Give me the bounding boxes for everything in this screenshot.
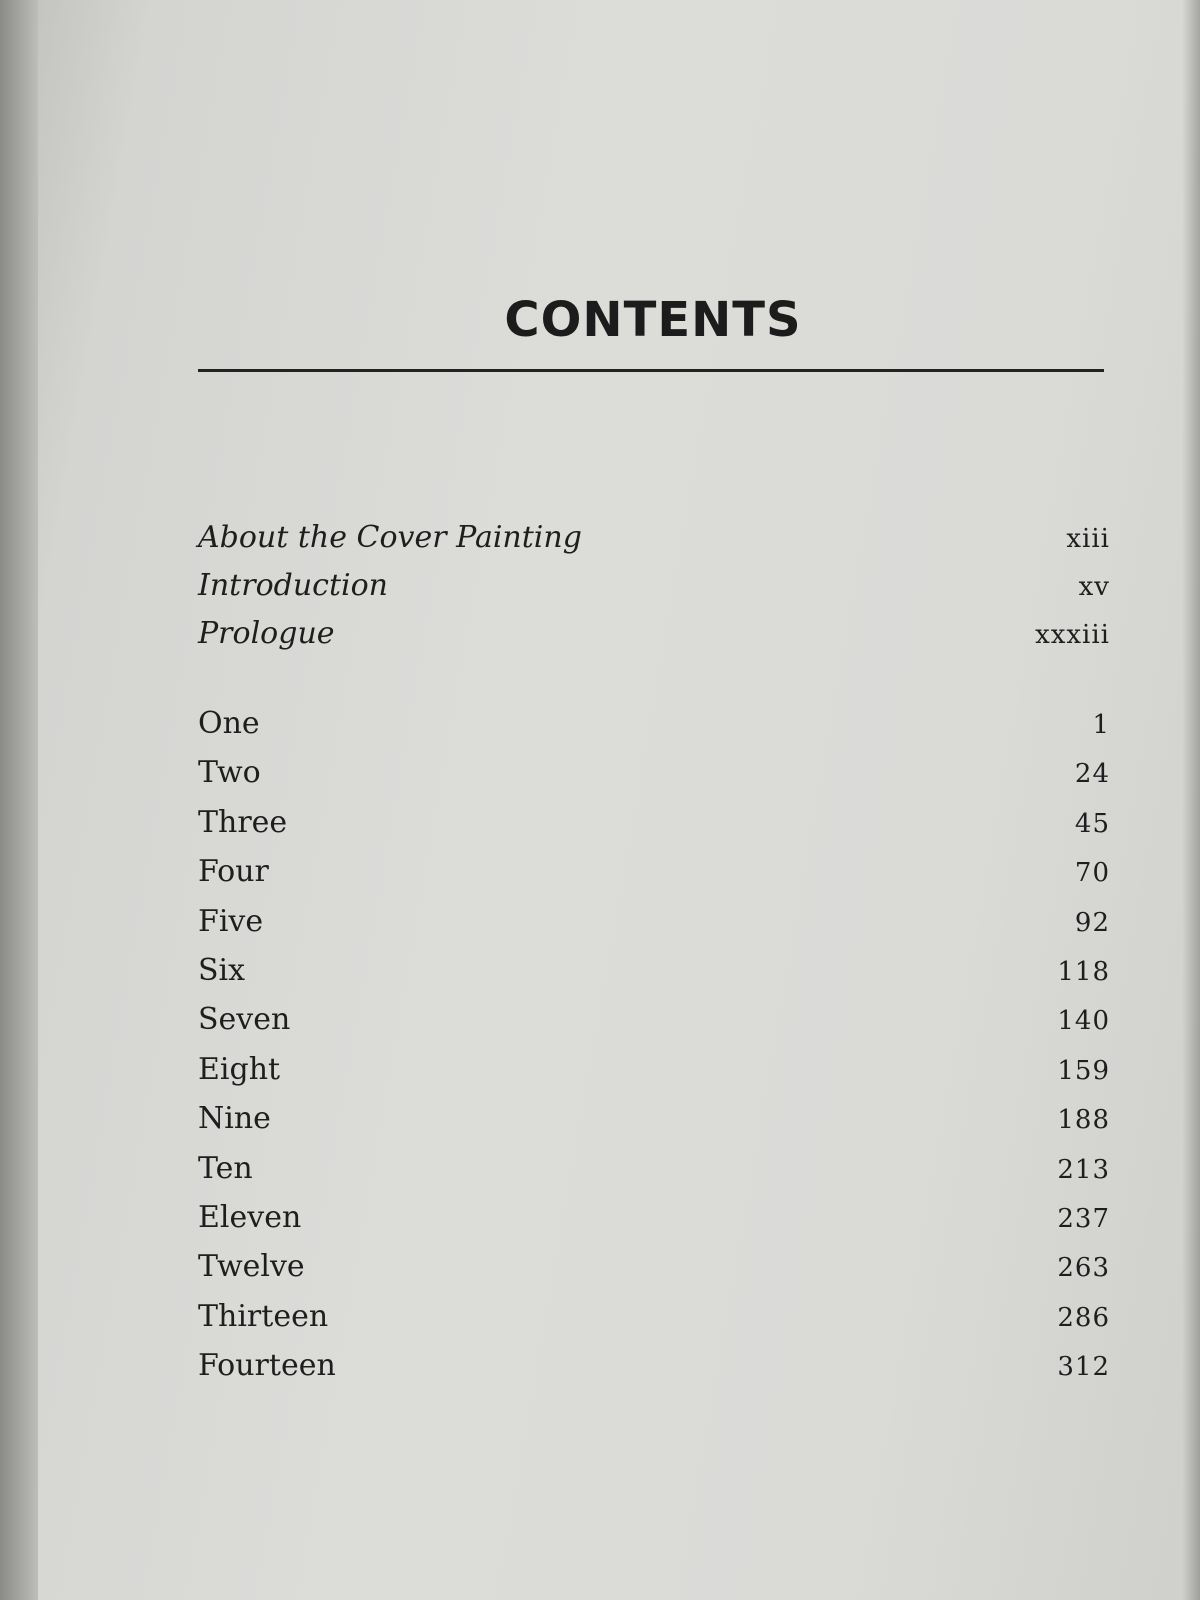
chapter-list bbox=[198, 706, 1110, 1397]
toc-entry-title: Five bbox=[198, 903, 264, 939]
toc-entry-title: Four bbox=[198, 854, 269, 890]
toc-entry-title: Nine bbox=[198, 1101, 271, 1137]
toc-entry-chapter-5 bbox=[198, 904, 1110, 953]
toc-entry-introduction bbox=[198, 568, 1110, 616]
toc-entry-page: 118 bbox=[1057, 956, 1110, 987]
contents-heading: CONTENTS bbox=[504, 292, 802, 348]
toc-entry-title: Prologue bbox=[198, 616, 335, 651]
toc-entry-title: Introduction bbox=[198, 568, 388, 603]
toc-entry-title: Two bbox=[198, 755, 261, 791]
toc-entry-page: xiii bbox=[1066, 524, 1110, 554]
toc-entry-title: Ten bbox=[198, 1150, 253, 1186]
toc-entry-title: Twelve bbox=[198, 1249, 305, 1285]
toc-entry-page: 213 bbox=[1057, 1154, 1110, 1185]
table-of-contents bbox=[198, 520, 1110, 1397]
toc-entry-chapter-13 bbox=[198, 1299, 1110, 1348]
toc-entry-title: About the Cover Painting bbox=[198, 520, 582, 555]
toc-entry-chapter-11 bbox=[198, 1200, 1110, 1249]
toc-entry-page: 45 bbox=[1074, 808, 1110, 839]
toc-entry-page: 24 bbox=[1074, 759, 1110, 790]
toc-entry-page: 140 bbox=[1057, 1006, 1110, 1037]
toc-entry-chapter-6 bbox=[198, 953, 1110, 1002]
toc-entry-title: Fourteen bbox=[198, 1348, 336, 1384]
toc-entry-title: Three bbox=[198, 804, 288, 840]
heading-rule bbox=[198, 369, 1104, 372]
toc-entry-chapter-8 bbox=[198, 1052, 1110, 1101]
toc-entry-title: Eight bbox=[198, 1051, 281, 1087]
toc-entry-page: 188 bbox=[1057, 1105, 1110, 1136]
toc-entry-prologue bbox=[198, 616, 1110, 664]
toc-entry-page: 92 bbox=[1074, 907, 1110, 938]
toc-entry-page: 70 bbox=[1074, 858, 1110, 889]
toc-entry-chapter-2 bbox=[198, 755, 1110, 804]
toc-entry-title: Thirteen bbox=[198, 1298, 329, 1334]
book-spine-shadow bbox=[0, 0, 38, 1600]
book-page bbox=[38, 0, 1200, 1600]
toc-entry-chapter-9 bbox=[198, 1101, 1110, 1150]
toc-entry-title: Eleven bbox=[198, 1199, 302, 1235]
toc-entry-page: 312 bbox=[1057, 1352, 1110, 1383]
toc-entry-chapter-10 bbox=[198, 1151, 1110, 1200]
toc-entry-chapter-4 bbox=[198, 854, 1110, 903]
toc-entry-chapter-7 bbox=[198, 1002, 1110, 1051]
toc-entry-about-cover bbox=[198, 520, 1110, 568]
toc-entry-chapter-14 bbox=[198, 1348, 1110, 1397]
toc-entry-page: 1 bbox=[1092, 710, 1110, 740]
toc-entry-page: 263 bbox=[1057, 1253, 1110, 1284]
toc-entry-title: Six bbox=[198, 952, 246, 988]
toc-entry-page: 237 bbox=[1057, 1203, 1110, 1234]
toc-entry-chapter-3 bbox=[198, 805, 1110, 854]
toc-entry-page: xv bbox=[1078, 572, 1110, 602]
toc-entry-page: 286 bbox=[1057, 1302, 1110, 1333]
toc-entry-chapter-1 bbox=[198, 706, 1110, 755]
toc-entry-title: Seven bbox=[198, 1002, 291, 1038]
front-matter-list bbox=[198, 520, 1110, 664]
toc-entry-page: xxxiii bbox=[1035, 620, 1110, 650]
toc-entry-page: 159 bbox=[1057, 1055, 1110, 1086]
toc-entry-chapter-12 bbox=[198, 1249, 1110, 1298]
page-edge-shadow bbox=[1182, 0, 1200, 1600]
toc-entry-title: One bbox=[198, 706, 260, 741]
